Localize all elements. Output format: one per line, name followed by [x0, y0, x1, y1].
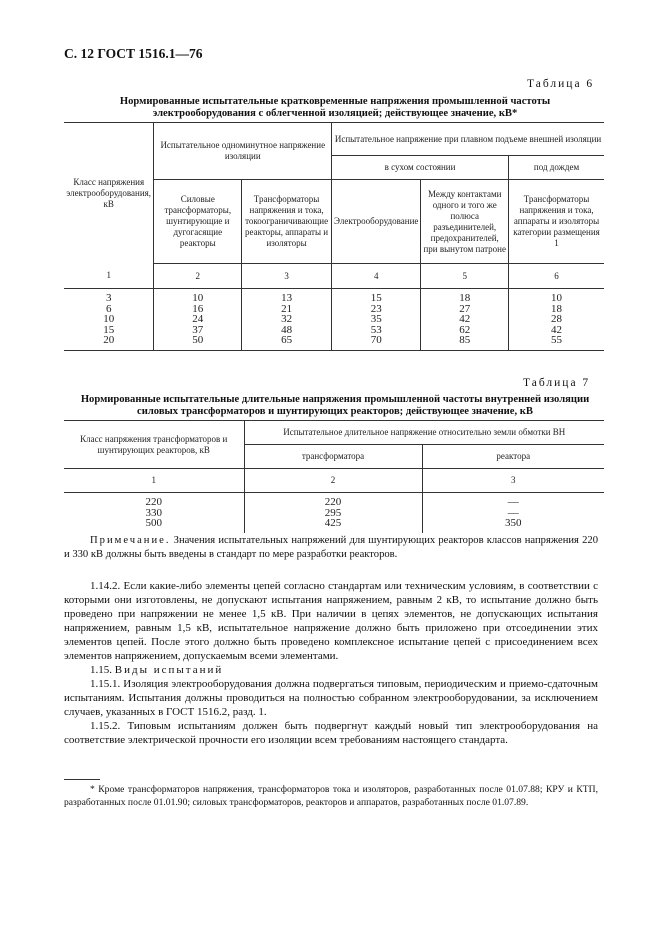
t6-header-col4: Электрооборудование — [332, 180, 421, 264]
t6-cell: 48 — [281, 323, 293, 336]
heading-1-15-num: 1.15. — [90, 664, 115, 676]
table-7 — [64, 420, 604, 533]
t6-colnum-5: 5 — [421, 264, 509, 289]
t6-cell: 27 — [459, 302, 471, 315]
t6-cell: 70 — [370, 334, 382, 347]
note-text: Значения испытательных напряжений для шунтирующих реакторов классов напряжения 220 и 330 кВ должны быть введены в стандарт по мере разработки реакторов. — [64, 535, 598, 560]
t7-header-group: Испытательное длительное напряжение относительно земли обмотки ВН — [244, 421, 604, 445]
t6-cell: 24 — [192, 313, 204, 326]
t6-data-col1 — [64, 289, 154, 351]
t7-data-col2 — [244, 493, 422, 533]
table-6 — [64, 122, 604, 351]
t6-cell: 35 — [370, 313, 382, 326]
t6-header-smooth-rise: Испытательное напряжение при плавном подъеме внешней изоляции — [332, 123, 604, 156]
heading-1-15-text: Виды испытаний — [114, 664, 224, 676]
t6-header-col3: Трансформаторы напряжения и тока, токоограничивающие реакторы, аппараты и изоляторы — [242, 180, 332, 264]
t6-data-col4 — [332, 289, 421, 351]
footnote — [64, 784, 598, 809]
t6-cell: 28 — [551, 313, 563, 326]
t6-cell: 65 — [281, 334, 293, 347]
t6-cell: 20 — [103, 334, 115, 347]
table-7-title-line2: силовых трансформаторов и шунтирующих реакторов; действующее значение, кВ — [137, 406, 533, 417]
paragraph-1-15-1: 1.15.1. Изоляция электрооборудования должна подвергаться типовым, периодическим и приемо-сдаточным испытаниям. Испытания должны проводиться на полностью собранном электрооборудовании, за исключением случаев, указанных в ГОСТ 1516.2, разд. 1. — [64, 678, 598, 718]
t6-colnum-2: 2 — [154, 264, 242, 289]
t6-data-col3 — [242, 289, 332, 351]
t6-cell: 10 — [103, 313, 115, 326]
t7-cell: 425 — [324, 517, 342, 529]
t6-data-col5 — [421, 289, 509, 351]
t7-cell: 350 — [505, 517, 522, 529]
t7-header-transformer: трансформатора — [244, 445, 422, 469]
t6-cell: 18 — [459, 292, 471, 305]
t6-colnum-1: 1 — [64, 264, 154, 289]
t6-cell: 15 — [103, 323, 115, 336]
t6-cell: 6 — [105, 302, 112, 315]
t6-header-one-minute: Испытательное одноминутное напряжение изоляции — [154, 123, 332, 180]
t7-cell: 500 — [145, 517, 162, 529]
footnote-rule — [64, 779, 100, 780]
t6-cell: 42 — [459, 313, 471, 326]
note-label: Примечание. — [90, 535, 171, 546]
t6-data-col6 — [509, 289, 604, 351]
table-7-note — [64, 534, 598, 561]
t7-cell: 220 — [145, 496, 162, 508]
table-6-label: Таблица 6 — [527, 78, 595, 90]
t7-data-col1 — [64, 493, 244, 533]
t7-data-col3 — [422, 493, 604, 533]
t6-colnum-3: 3 — [242, 264, 332, 289]
t7-colnum-1: 1 — [64, 469, 244, 493]
t7-colnum-2: 2 — [244, 469, 422, 493]
t6-cell: 3 — [105, 292, 112, 305]
t6-cell: 62 — [459, 323, 471, 336]
t7-header-class: Класс напряжения трансформаторов и шунтирующих реакторов, кВ — [64, 421, 244, 469]
t6-cell: 50 — [192, 334, 204, 347]
body-text — [64, 579, 598, 747]
t6-header-class: Класс напряжения электрооборудования, кВ — [64, 123, 154, 264]
table-6-title-line2: электрооборудования с облегченной изоляцией; действующее значение, кВ* — [152, 108, 518, 119]
t6-header-dry: в сухом состоянии — [332, 156, 509, 180]
table-7-title-line1: Нормированные испытательные длительные напряжения промышленной частоты внутренней изоляции — [80, 394, 590, 405]
t6-colnum-4: 4 — [332, 264, 421, 289]
page-header: С. 12 ГОСТ 1516.1—76 — [64, 46, 203, 61]
t7-cell: — — [507, 496, 519, 508]
t6-cell: 10 — [551, 292, 563, 305]
paragraph-1-14-2: 1.14.2. Если какие-либо элементы цепей согласно стандартам или техническим условиям, в соответствии с которыми они изготовлены, не допускают испытания напряжением, равным 2 кВ, то испытание должно быть проведено при напряжении не менее 1,5 кВ. При наличии в цепях элементов, не допускающих испытания напряжением, равным 1,5 кВ, испытательное напряжение должно быть приложено при отсоединении этих элементов цепей. После этого должно быть проведено комплексное испытание цепей с присоединением всех элементов напряжением, допускаемым всеми элементами. — [64, 580, 598, 662]
t6-cell: 13 — [281, 292, 293, 305]
t6-cell: 53 — [370, 323, 382, 336]
t7-cell: — — [507, 506, 519, 519]
t6-cell: 42 — [551, 323, 563, 336]
t6-cell: 55 — [551, 334, 563, 347]
t6-cell: 21 — [281, 302, 293, 315]
paragraph-1-15-2: 1.15.2. Типовым испытаниям должен быть подвергнут каждый новый тип электрооборудования на соответствие электрической прочности его изоляции всем требованиям настоящего стандарта. — [64, 720, 598, 746]
t7-colnum-3: 3 — [422, 469, 604, 493]
t6-cell: 85 — [459, 334, 471, 347]
t6-cell: 23 — [370, 302, 382, 315]
t6-cell: 18 — [551, 302, 563, 315]
table-6-title — [64, 96, 606, 120]
t6-header-col5: Между контактами одного и того же полюса разъединителей, предохранителей, при вынутом патроне — [421, 180, 509, 264]
t6-cell: 10 — [192, 292, 204, 305]
t6-header-col6: Трансформаторы напряжения и тока, аппараты и изоляторы категории размещения 1 — [509, 180, 604, 264]
table-7-label: Таблица 7 — [523, 377, 591, 389]
t7-cell: 295 — [324, 506, 342, 519]
table-6-title-line1: Нормированные испытательные кратковременные напряжения промышленной частоты — [119, 96, 551, 107]
t7-cell: 220 — [324, 496, 342, 508]
t6-colnum-6: 6 — [509, 264, 604, 289]
t6-cell: 16 — [192, 302, 204, 315]
footnote-text: * Кроме трансформаторов напряжения, трансформаторов тока и изоляторов, разработанных после 01.07.88; КРУ и КТП, разработанных после 01.01.90; силовых трансформаторов, реакторов и аппаратов, разработанных после 01.07.89. — [64, 784, 598, 808]
heading-1-15 — [64, 663, 598, 677]
table-7-title — [64, 394, 606, 418]
t6-header-col2: Силовые трансформаторы, шунтирующие и дугогасящие реакторы — [154, 180, 242, 264]
t6-cell: 15 — [370, 292, 382, 305]
t6-cell: 37 — [192, 323, 204, 336]
t6-cell: 32 — [281, 313, 293, 326]
t6-header-rain: под дождем — [509, 156, 604, 180]
t6-data-col2 — [154, 289, 242, 351]
t7-cell: 330 — [145, 506, 162, 519]
t7-header-reactor: реактора — [422, 445, 604, 469]
